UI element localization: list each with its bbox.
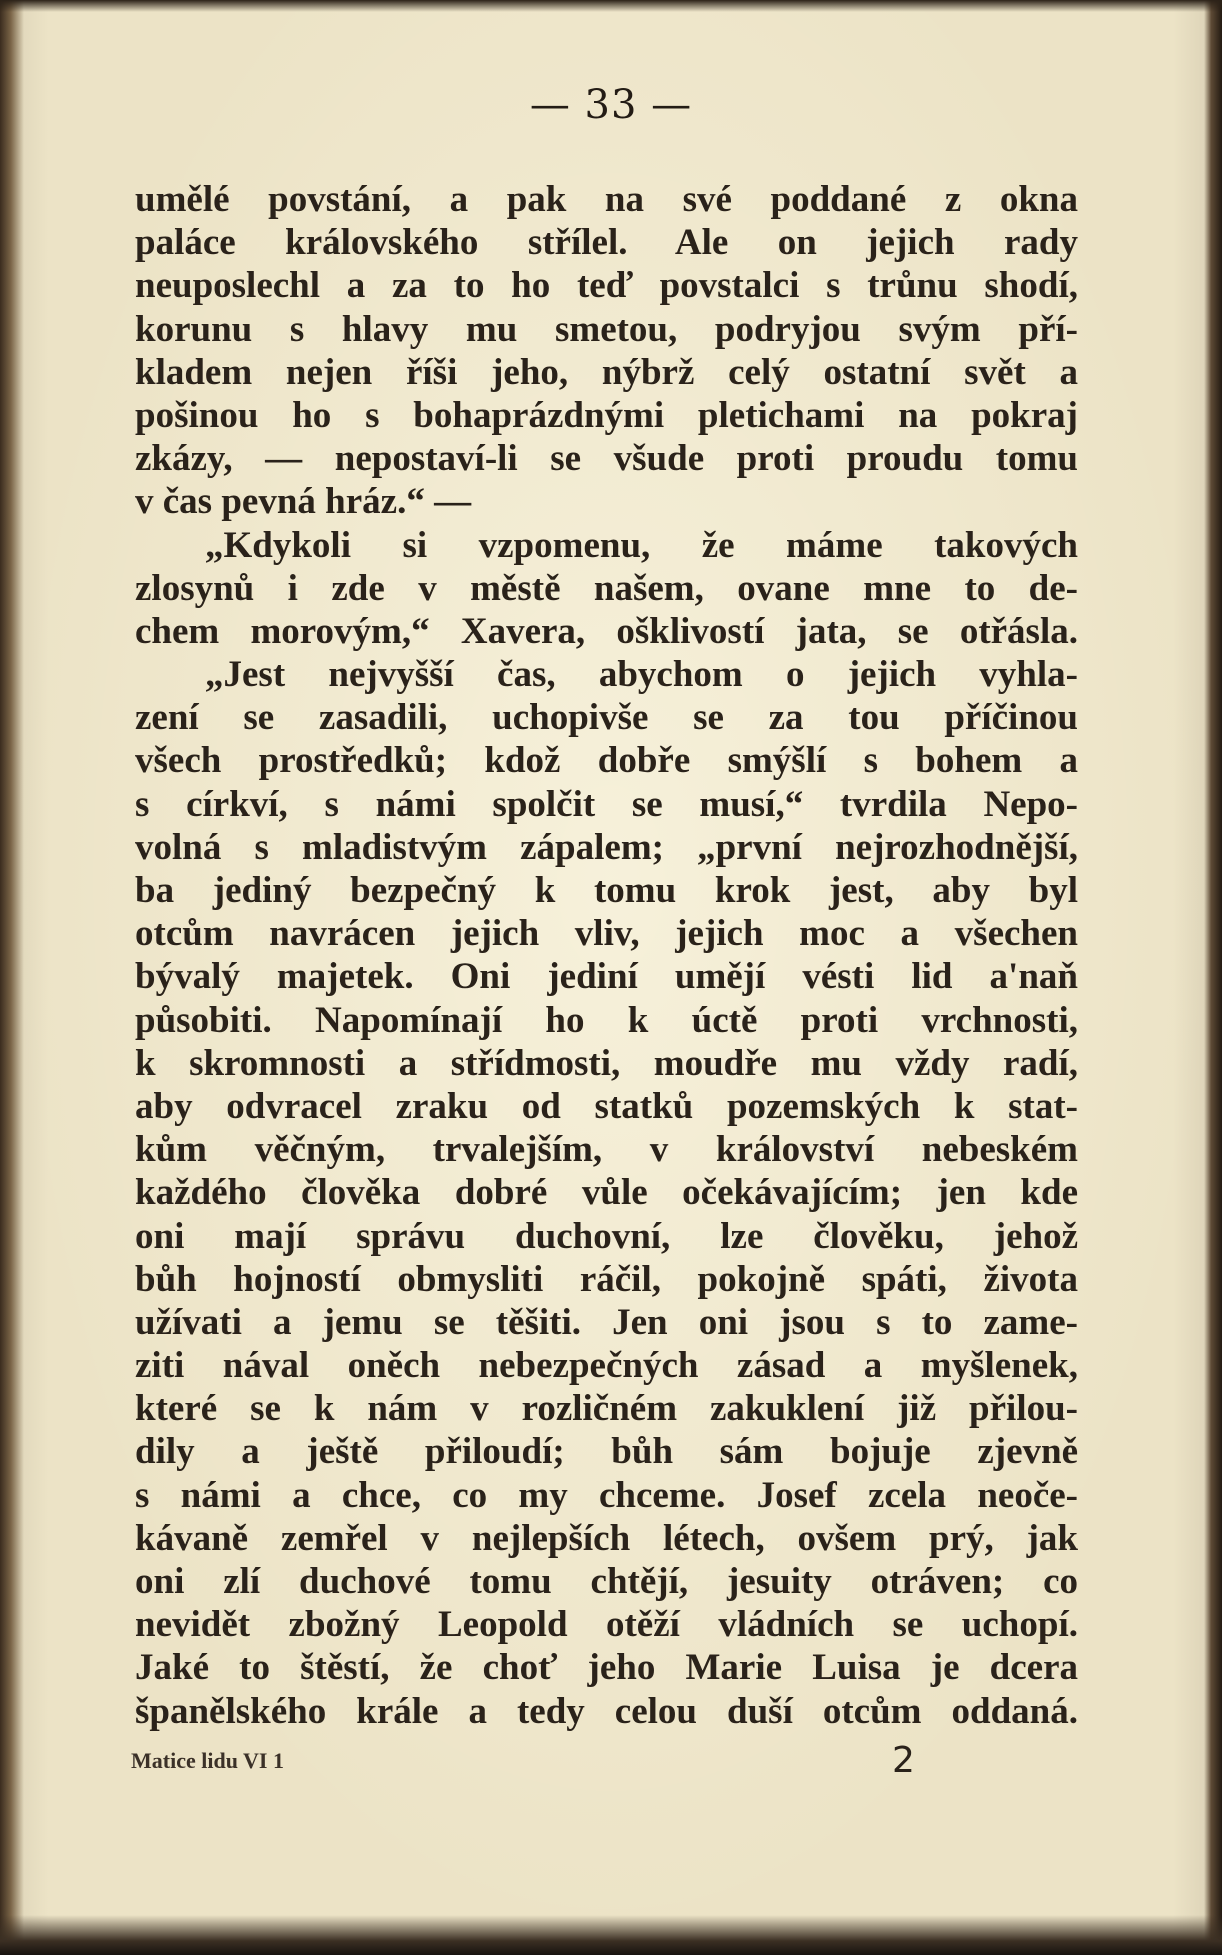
- footer-imprint: Matice lidu VI 1: [131, 1748, 284, 1773]
- text-line: oni zlí duchové tomu chtějí, jesuity otráven; co: [135, 1561, 1078, 1602]
- page-top-edge: [0, 0, 1222, 12]
- text-line: Jaké to štěstí, že choť jeho Marie Luisa je dcera: [135, 1647, 1078, 1689]
- text-line: kům věčným, trvalejším, v království nebeském: [135, 1129, 1078, 1171]
- text-line: „Kdykoli si vzpomenu, že máme takových: [205, 524, 1078, 566]
- text-line: s námi a chce, co my chceme. Josef zcela neoče-: [135, 1474, 1078, 1516]
- page-right-edge: [1204, 0, 1222, 1955]
- text-line: umělé povstání, a pak na své poddané z okna: [135, 179, 1078, 220]
- text-line: chem morovým,“ Xavera, ošklivostí jata, se otřásla.: [135, 610, 1078, 652]
- page-left-edge: [0, 0, 24, 1955]
- text-line: španělského krále a tedy celou duší otcům oddaná.: [135, 1690, 1078, 1732]
- text-line: v čas pevná hráz.“ —: [135, 481, 472, 523]
- page-number: — 33 —: [529, 82, 693, 128]
- text-line: ba jediný bezpečný k tomu krok jest, aby byl: [135, 870, 1078, 911]
- text-line: zlosynů i zde v městě našem, ovane mne to de-: [135, 567, 1078, 609]
- body-text: [135, 178, 1078, 1733]
- text-line: neuposlechl a za to ho teď povstalci s trůnu shodí,: [135, 265, 1078, 307]
- text-line: které se k nám v rozličném zakuklení již přilou-: [135, 1388, 1078, 1430]
- text-line: nevidět zbožný Leopold otěží vládních se uchopí.: [135, 1604, 1078, 1646]
- text-line: oni mají správu duchovní, lze člověku, jehož: [135, 1215, 1078, 1257]
- text-line: zení se zasadili, uchopivše se za tou příčinou: [135, 697, 1078, 739]
- text-line: kávaně zemřel v nejlepších létech, ovšem prý, jak: [135, 1517, 1078, 1559]
- text-line: k skromnosti a střídmosti, moudře mu vždy radí,: [135, 1042, 1078, 1084]
- text-line: otcům navrácen jejich vliv, jejich moc a všechen: [135, 913, 1078, 955]
- text-line: každého člověka dobré vůle očekávajícím; jen kde: [135, 1172, 1078, 1214]
- text-line: působiti. Napomínají ho k úctě proti vrchnosti,: [135, 999, 1078, 1041]
- text-line: kladem nejen říši jeho, nýbrž celý ostatní svět a: [135, 351, 1078, 393]
- text-line: bůh hojností obmysliti ráčil, pokojně spáti, života: [135, 1258, 1078, 1300]
- text-line: „Jest nejvyšší čas, abychom o jejich vyhla-: [205, 654, 1078, 696]
- text-line: pošinou ho s bohaprázdnými pletichami na pokraj: [135, 394, 1078, 436]
- text-line: dily a ještě přiloudí; bůh sám bojuje zjevně: [135, 1431, 1078, 1473]
- signature-mark: 2: [892, 1740, 915, 1781]
- text-line: všech prostředků; kdož dobře smýšlí s bohem a: [135, 740, 1078, 782]
- text-line: korunu s hlavy mu smetou, podryjou svým pří-: [135, 308, 1078, 350]
- text-line: užívati a jemu se těšiti. Jen oni jsou s to zame-: [135, 1301, 1078, 1343]
- text-line: aby odvracel zraku od statků pozemských k stat-: [135, 1085, 1078, 1127]
- page-bottom-edge: [0, 1915, 1222, 1955]
- text-line: paláce královského střílel. Ale on jejich rady: [135, 222, 1078, 264]
- text-line: s církví, s námi spolčit se musí,“ tvrdila Nepo-: [135, 783, 1078, 825]
- text-line: volná s mladistvým zápalem; „první nejrozhodnější,: [135, 826, 1078, 868]
- text-line: bývalý majetek. Oni jediní umějí vésti lid a'naň: [135, 956, 1078, 998]
- text-line: zkázy, — nepostaví-li se všude proti proudu tomu: [135, 438, 1078, 480]
- text-line: ziti nával oněch nebezpečných zásad a myšlenek,: [135, 1345, 1078, 1387]
